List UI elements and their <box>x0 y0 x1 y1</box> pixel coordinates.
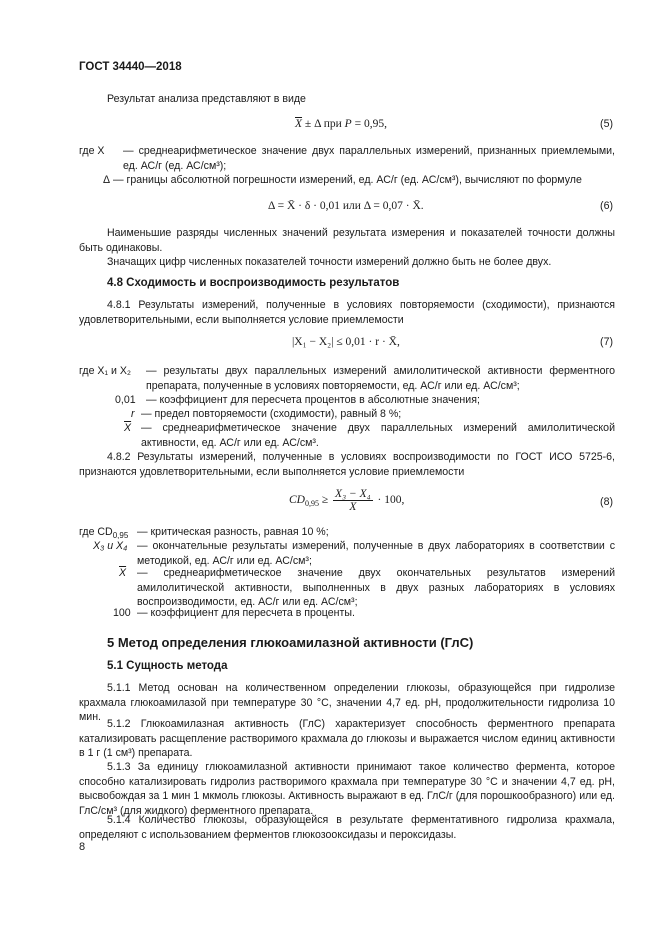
definition-desc: — предел повторяемости (сходимости), равный 8 %; <box>141 408 402 420</box>
paragraph-4-8-1: 4.8.1 Результаты измерений, полученные в условиях повторяемости (сходимости), признаются удовлетворительными, если выполняется условие приемлемости <box>79 299 615 326</box>
document-code: ГОСТ 34440—2018 <box>79 61 182 73</box>
definition-term: 100 <box>113 607 131 619</box>
definition-xbar-3 <box>79 566 615 610</box>
equation-6 <box>79 199 615 215</box>
equation-6-formula: Δ = X̄ · δ · 0,01 или Δ = 0,07 · X̄. <box>268 200 424 212</box>
definition-x3x4 <box>79 539 615 569</box>
definition-term: 0,01 <box>115 394 136 406</box>
definition-desc: — коэффициент для пересчета в проценты. <box>137 607 355 619</box>
definition-term: $\overline{X}$ <box>119 567 127 579</box>
definition-desc: — среднеарифметическое значение двух параллельных измерений амилолитической активности, ед. АС/г или ед. АС/см³. <box>141 422 615 449</box>
definition-desc: — границы абсолютной погрешности измерений, ед. АС/г (ед. АС/см³), вычисляют по формуле <box>113 174 582 186</box>
definition-term: Δ <box>103 174 111 186</box>
definition-term: где $CD_{0,95}$ <box>79 526 129 540</box>
equation-7 <box>79 335 615 351</box>
page-number: 8 <box>79 841 86 853</box>
definition-desc: — окончательные результаты измерений, полученные в двух лабораториях в соответствии с методикой, ед. АС/г или ед. АС/см³; <box>137 540 615 567</box>
definition-term: r <box>131 408 135 420</box>
section-5-heading: 5 Метод определения глюкоамилазной активности (ГлС) <box>107 635 474 650</box>
definition-term: где X₁ и X₂ <box>79 365 132 377</box>
definition-desc: — результаты двух параллельных измерений амилолитической активности ферментного препарата, полученные в условиях повторяемости, ед. АС/г или ед. АС/см³; <box>146 365 615 392</box>
paragraph-4-8-2: 4.8.2 Результаты измерений, полученные в условиях воспроизводимости по ГОСТ ИСО 5725-6, признаются удовлетворительными, если выполняется условие приемлемости <box>79 451 615 478</box>
equation-8 <box>79 488 615 518</box>
equation-8-formula: $CD_{0,95}$ ≥ $\frac{\text{X₃ − X₄}}{X}$ · 100, <box>289 488 405 513</box>
paragraph-significant: Значащих цифр численных показателей точности измерений должно быть не более двух. <box>107 256 552 268</box>
paragraph-result: Результат анализа представляют в виде <box>107 93 306 105</box>
equation-5-number: (5) <box>600 118 613 130</box>
document-page <box>79 0 615 935</box>
definition-desc: — коэффициент для пересчета процентов в абсолютные значения; <box>146 394 480 406</box>
equation-7-number: (7) <box>600 336 613 348</box>
equation-6-number: (6) <box>600 200 613 212</box>
paragraph-5-1-2: 5.1.2 Глюкоамилазная активность (ГлС) характеризует способность ферментного препарата катализировать расщепление растворимого крахмала до глюкозы и выражается числом единиц активности в 1 г (1 см³) препарата. <box>79 718 615 760</box>
definition-term: где X <box>79 145 105 157</box>
equation-8-number: (8) <box>600 496 613 508</box>
definition-xbar-2 <box>79 421 615 451</box>
paragraph-5-1-1: 5.1.1 Метод основан на количественном определении глюкозы, образующейся при гидролизе крахмала глюкоамилазой при температуре 30 °С, значении 4,7 ед. рН, продолжительности гидролиза 10 мин. <box>79 682 615 724</box>
equation-5 <box>79 117 615 133</box>
definition-delta <box>79 173 615 189</box>
paragraph-5-1-3: 5.1.3 За единицу глюкоамилазной активности принимают такое количество фермента, которое способно катализировать гидролиз растворимого крахмала при температуре 30 °С и значении 4,7 ед. рН, высвобождая за 1 мин 1 мкмоль глюкозы. Активность выражают в ед. ГлС/г (для порошкообразного) или ед. ГлС/см³ (для жидкого) ферментного препарата. <box>79 761 615 817</box>
definition-term: X₃ и X₄ <box>93 540 128 552</box>
section-4-8-heading: 4.8 Сходимость и воспроизводимость результатов <box>107 277 400 289</box>
definition-desc: — критическая разность, равная 10 %; <box>137 526 329 538</box>
definition-desc: — среднеарифметическое значение двух окончательных результатов измерений амилолитической активности, выполненных в двух разных лабораториях в условиях воспроизводимости, ед. АС/г или ед. АС/см³; <box>137 567 615 609</box>
equation-7-formula: |X₁ − X₂| ≤ 0,01 · r · X̄, <box>292 336 400 348</box>
definition-desc: — среднеарифметическое значение двух параллельных измерений, признанных приемлемыми, ед. АС/г (ед. АС/см³); <box>123 145 615 172</box>
equation-5-formula: $\overline{X} \pm \Delta$ при P = 0,95, <box>295 118 387 130</box>
definition-x1x2 <box>79 364 615 394</box>
definition-xbar <box>79 144 615 174</box>
section-5-1-heading: 5.1 Сущность метода <box>107 660 228 672</box>
definition-100 <box>79 606 615 622</box>
paragraph-5-1-4: 5.1.4 Количество глюкозы, образующейся в результате ферментативного гидролиза крахмала, определяют с использованием ферментов глюкозооксидазы и пероксидазы. <box>79 814 615 841</box>
definition-term: $\overline{X}$ <box>124 422 132 434</box>
paragraph-min-digits: Наименьшие разряды численных значений результата измерения и показателей точности должны быть одинаковы. <box>79 227 615 254</box>
